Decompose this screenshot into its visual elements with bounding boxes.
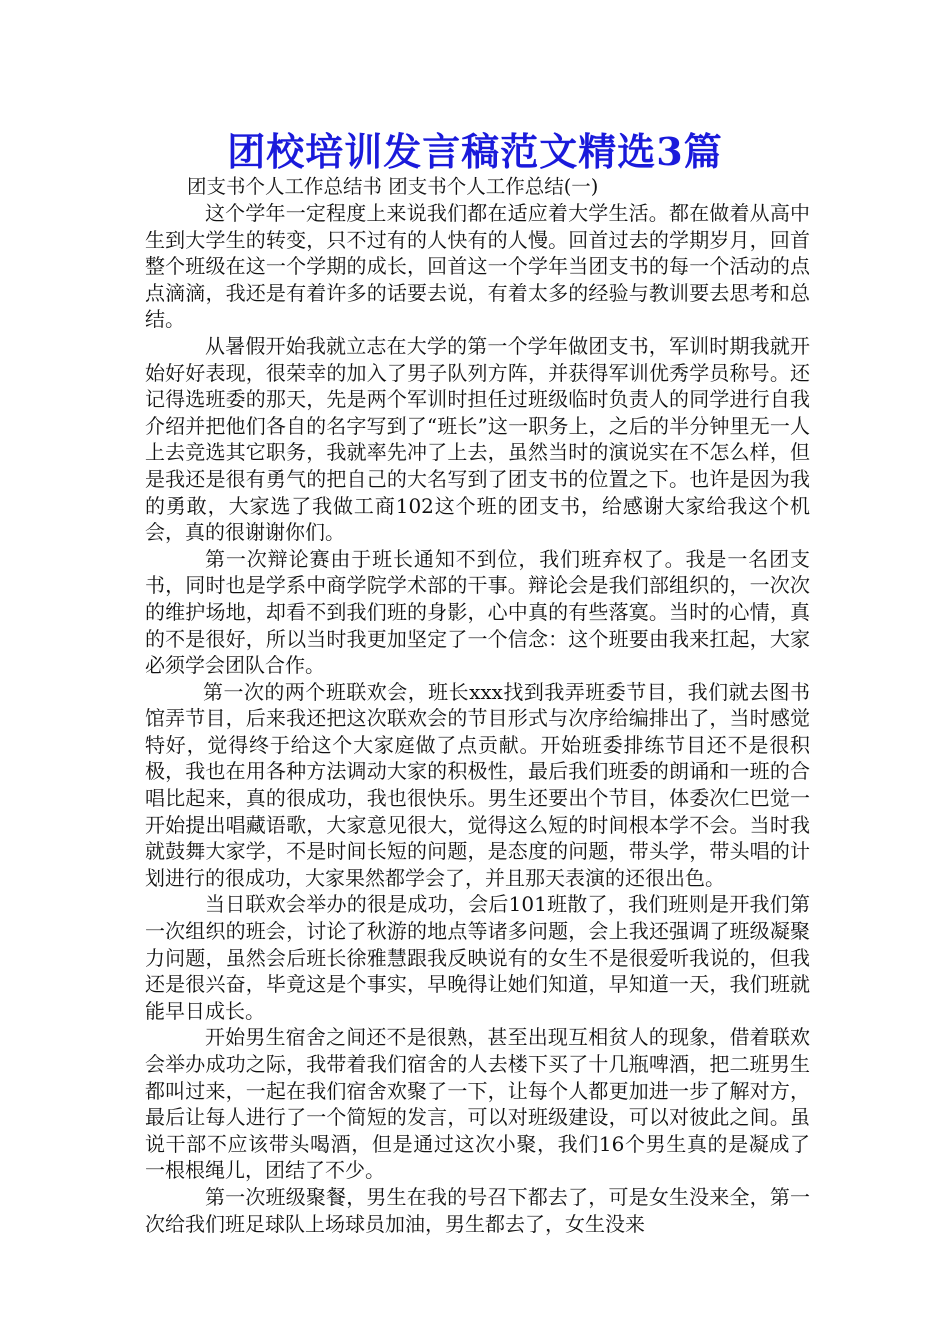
paragraph: 第一次辩论赛由于班长通知不到位，我们班弃权了。我是一名团支书，同时也是学系中商学院学术部的干事。辩论会是我们部组织的，一次次的维护场地，却看不到我们班的身影，心中真的有些落寞。当时的心情，真的不是很好，所以当时我更加坚定了一个信念：这个班要由我来扛起，大家必须学会团队合作。 (145, 546, 810, 678)
document-title: 团校培训发言稿范文精选3篇 (227, 129, 723, 174)
document-subtitle: 团支书个人工作总结书 团支书个人工作总结(一) (187, 175, 599, 198)
document-body (145, 200, 810, 1237)
paragraph: 第一次班级聚餐，男生在我的号召下都去了，可是女生没来全，第一次给我们班足球队上场球员加油，男生都去了，女生没来 (145, 1184, 810, 1236)
paragraph: 当日联欢会举办的很是成功，会后101班散了，我们班则是开我们第一次组织的班会，讨论了秋游的地点等诸多问题，会上我还强调了班级凝聚力问题，虽然会后班长徐雅慧跟我反映说有的女生不是很爱听我说的，但我还是很兴奋，毕竟这是个事实，早晚得让她们知道，早知道一天，我们班就能早日成长。 (145, 892, 810, 1023)
paragraph: 从暑假开始我就立志在大学的第一个学年做团支书，军训时期我就开始好好表现，很荣幸的加入了男子队列方阵，并获得军训优秀学员称号。还记得选班委的那天，先是两个军训时担任过班级临时负责人的同学进行自我介绍并把他们各自的名字写到了“班长”这一职务上，之后的半分钟里无一人上去竞选其它职务，我就率先冲了上去，虽然当时的演说实在不怎么样，但是我还是很有勇气的把自己的大名写到了团支书的位置之下。也许是因为我的勇敢，大家选了我做工商102这个班的团支书，给感谢大家给我这个机会，真的很谢谢你们。 (145, 333, 810, 545)
paragraph: 开始男生宿舍之间还不是很熟，甚至出现互相贫人的现象，借着联欢会举办成功之际，我带着我们宿舍的人去楼下买了十几瓶啤酒，把二班男生都叫过来，一起在我们宿舍欢聚了一下，让每个人都更加进一步了解对方，最后让每人进行了一个简短的发言，可以对班级建设，可以对彼此之间。虽说干部不应该带头喝酒，但是通过这次小聚，我们16个男生真的是凝成了一根根绳儿，团结了不少。 (145, 1025, 810, 1183)
paragraph: 这个学年一定程度上来说我们都在适应着大学生活。都在做着从高中生到大学生的转变，只不过有的人快有的人慢。回首过去的学期岁月，回首整个班级在这一个学期的成长，回首这一个学年当团支书的每一个活动的点点滴滴，我还是有着许多的话要去说，有着太多的经验与教训要去思考和总结。 (145, 201, 810, 332)
paragraph: 第一次的两个班联欢会，班长xxx找到我弄班委节目，我们就去图书馆弄节目，后来我还把这次联欢会的节目形式与次序给编排出了，当时感觉特好，觉得终于给这个大家庭做了点贡献。开始班委排练节目还不是很积极，我也在用各种方法调动大家的积极性，最后我们班委的朗诵和一班的合唱比起来，真的很成功，我也很快乐。男生还要出个节目，体委次仁巴觉一开始提出唱藏语歌，大家意见很大，觉得这么短的时间根本学不会。当时我就鼓舞大家学，不是时间长短的问题，是态度的问题，带头学，带头唱的计划进行的很成功，大家果然都学会了，并且那天表演的还很出色。 (145, 679, 810, 890)
